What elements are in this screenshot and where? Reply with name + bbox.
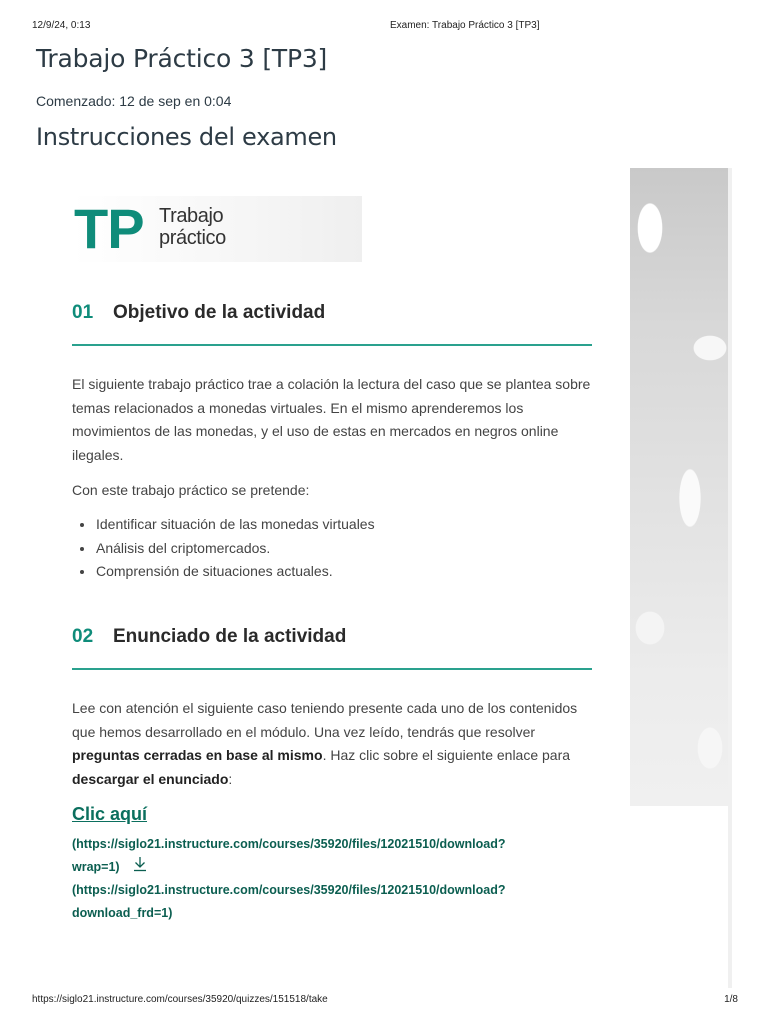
page-edge — [728, 168, 732, 988]
enunciado-bold-2: descargar el enunciado — [72, 770, 229, 787]
print-date: 12/9/24, 0:13 — [32, 20, 91, 31]
print-page-number: 1/8 — [724, 994, 738, 1005]
download-url-line[interactable]: (https://siglo21.instructure.com/courses/35920/files/12021510/download? — [72, 883, 506, 897]
section-number: 02 — [72, 626, 94, 647]
section-title: Objetivo de la actividad — [113, 302, 326, 323]
enunciado-paragraph — [72, 697, 602, 791]
print-footer-url: https://siglo21.instructure.com/courses/35920/quizzes/151518/take — [32, 994, 328, 1005]
decorative-banner-image — [630, 168, 732, 806]
section-divider — [72, 344, 592, 346]
section-objetivo-header — [72, 302, 592, 342]
print-footer — [32, 994, 738, 1008]
objetivo-paragraph: El siguiente trabajo práctico trae a colación la lectura del caso que se plantea sobre temas relacionados a monedas virtuales. En el mismo aprenderemos los movimientos de las monedas, y el uso de estas en mercados en negros online ilegales. — [72, 376, 591, 463]
enunciado-bold-1: preguntas cerradas en base al mismo — [72, 747, 323, 763]
download-url-line[interactable]: download_frd=1) — [72, 906, 173, 920]
enunciado-text-1: Lee con atención el siguiente caso teniendo presente cada uno de los contenidos que hemos desarrollado en el módulo. Una vez leído, tendrás que resolver — [72, 700, 578, 740]
section-number: 01 — [72, 302, 94, 323]
instructions-heading: Instrucciones del examen — [36, 123, 337, 151]
tp-logo-line1: Trabajo — [159, 205, 224, 227]
tp-logo-line2: práctico — [159, 227, 226, 249]
objetivo-intro: Con este trabajo práctico se pretende: — [72, 482, 310, 498]
section-divider — [72, 668, 592, 670]
started-timestamp: Comenzado: 12 de sep en 0:04 — [36, 93, 232, 109]
download-arrow-icon[interactable] — [132, 856, 148, 872]
clic-aqui-link[interactable]: Clic aquí — [72, 804, 148, 824]
list-item: Identificar situación de las monedas virtuales — [72, 513, 592, 537]
page-title: Trabajo Práctico 3 [TP3] — [36, 44, 328, 73]
list-item: Análisis del criptomercados. — [72, 537, 592, 561]
objetivo-bullet-list — [72, 513, 592, 584]
list-item: Comprensión de situaciones actuales. — [72, 560, 592, 584]
download-url-line[interactable]: wrap=1) — [72, 860, 120, 874]
enunciado-text-3: : — [228, 770, 233, 787]
print-doc-title: Examen: Trabajo Práctico 3 [TP3] — [390, 20, 540, 31]
tp-logo-text — [159, 205, 226, 249]
print-header — [32, 20, 728, 34]
tp-logo-mark: TP — [74, 197, 144, 260]
enunciado-text-2: . Haz clic sobre el siguiente enlace para — [322, 747, 571, 763]
section-title: Enunciado de la actividad — [113, 626, 347, 647]
tp-logo — [72, 196, 362, 262]
section-enunciado-header — [72, 626, 592, 666]
download-url-line[interactable]: (https://siglo21.instructure.com/courses/35920/files/12021510/download? — [72, 837, 506, 851]
